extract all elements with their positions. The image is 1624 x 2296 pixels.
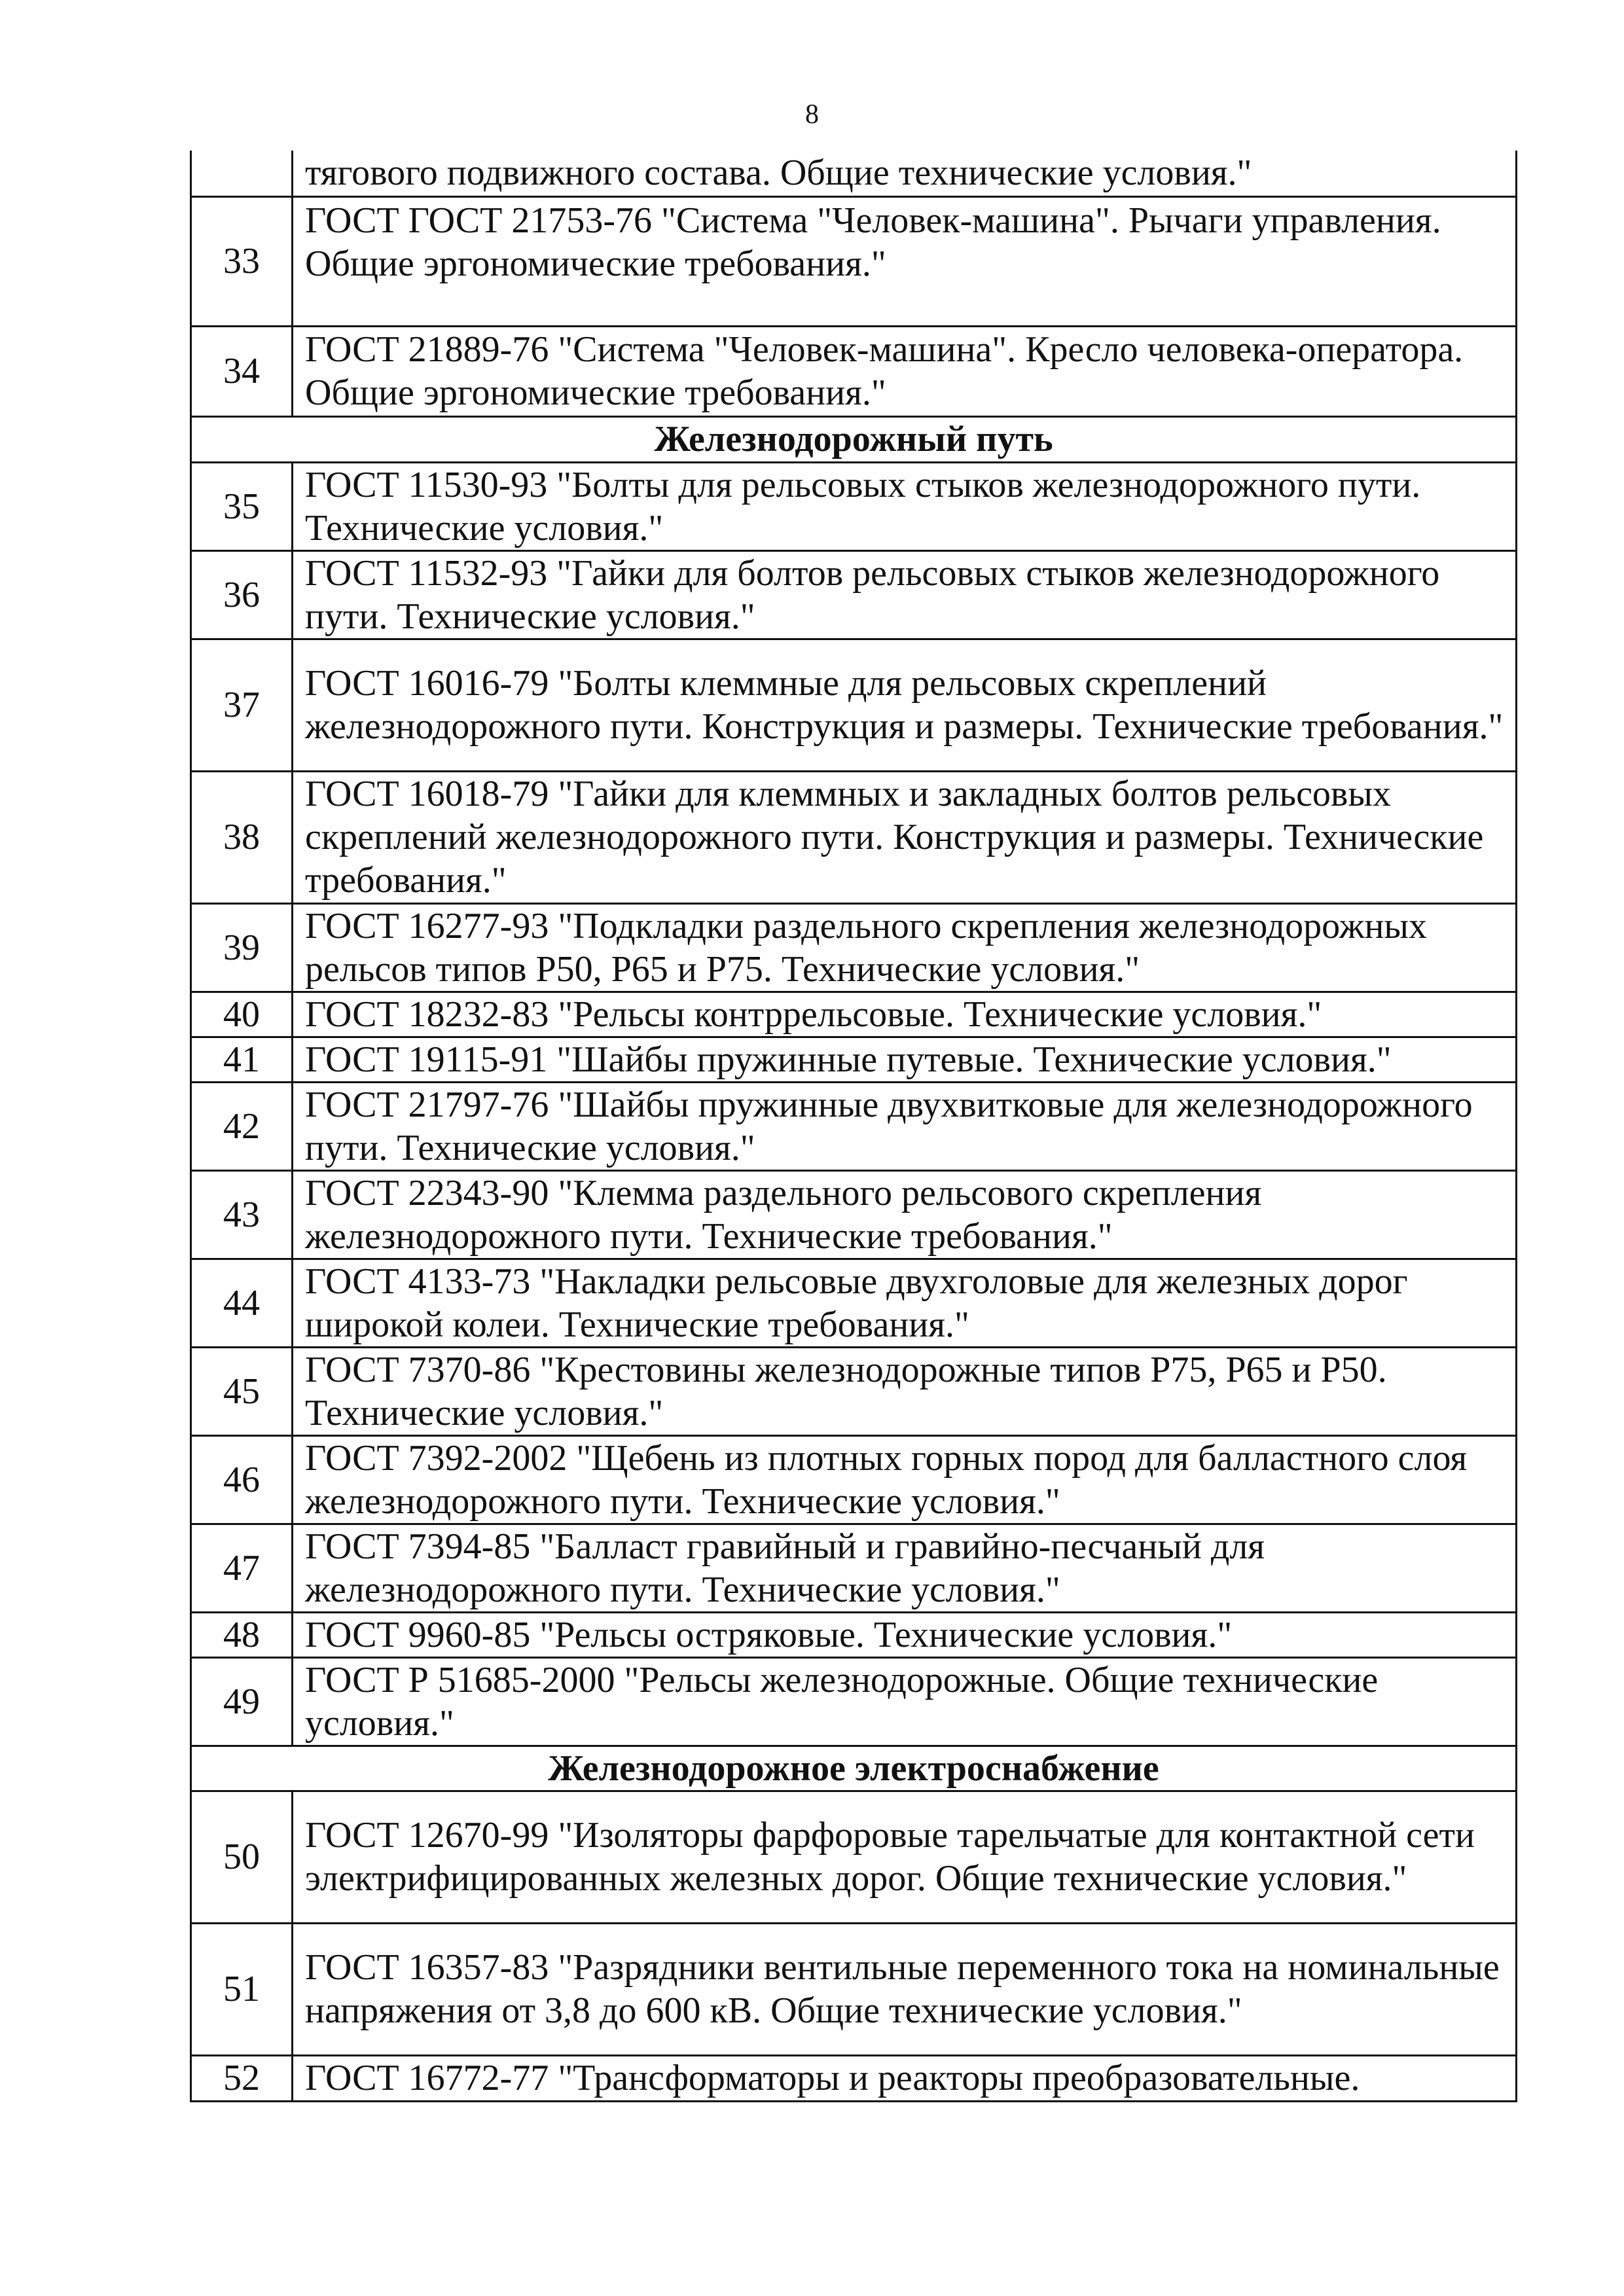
table-row	[191, 2055, 1517, 2101]
table-row	[191, 151, 1517, 196]
table-row	[191, 771, 1517, 903]
row-number: 47	[191, 1524, 293, 1612]
table-row	[191, 1435, 1517, 1524]
standard-description: ГОСТ 16018-79 "Гайки для клеммных и закладных болтов рельсовых скреплений железнодорожного пути. Конструкция и размеры. Технические требования."	[293, 771, 1517, 903]
table-row	[191, 639, 1517, 771]
section-header-row	[191, 416, 1517, 462]
standard-description: ГОСТ 19115-91 "Шайбы пружинные путевые. Технические условия."	[293, 1037, 1517, 1082]
section-title-railway-track: Железнодорожный путь	[191, 416, 1517, 462]
standard-description: ГОСТ 16016-79 "Болты клеммные для рельсовых скреплений железнодорожного пути. Конструкция и размеры. Технические требования."	[293, 639, 1517, 771]
row-number: 51	[191, 1923, 293, 2055]
standard-description: ГОСТ 7370-86 "Крестовины железнодорожные типов Р75, Р65 и Р50. Технические условия."	[293, 1347, 1517, 1435]
table-row	[191, 1923, 1517, 2055]
row-number: 45	[191, 1347, 293, 1435]
table-row	[191, 1657, 1517, 1746]
standard-description: ГОСТ 22343-90 "Клемма раздельного рельсового скрепления железнодорожного пути. Технические требования."	[293, 1170, 1517, 1259]
standard-description: ГОСТ 7394-85 "Балласт гравийный и гравийно-песчаный для железнодорожного пути. Технические условия."	[293, 1524, 1517, 1612]
row-number: 44	[191, 1259, 293, 1347]
row-number: 40	[191, 992, 293, 1037]
table-row	[191, 1259, 1517, 1347]
row-number: 39	[191, 903, 293, 992]
row-number: 42	[191, 1082, 293, 1170]
table-row	[191, 462, 1517, 550]
row-number: 37	[191, 639, 293, 771]
standard-description: ГОСТ ГОСТ 21753-76 "Система "Человек-машина". Рычаги управления. Общие эргономические требования."	[293, 196, 1517, 326]
row-number: 49	[191, 1657, 293, 1746]
section-title-power-supply: Железнодорожное электроснабжение	[191, 1746, 1517, 1791]
table-row	[191, 1037, 1517, 1082]
table-row	[191, 1524, 1517, 1612]
section-header-row	[191, 1746, 1517, 1791]
row-number: 52	[191, 2055, 293, 2101]
table-row	[191, 903, 1517, 992]
row-number: 41	[191, 1037, 293, 1082]
row-number	[191, 151, 293, 196]
standard-description: ГОСТ 12670-99 "Изоляторы фарфоровые тарельчатые для контактной сети электрифицированных железных дорог. Общие технические условия."	[293, 1791, 1517, 1923]
row-number: 50	[191, 1791, 293, 1923]
standard-description: ГОСТ 11532-93 "Гайки для болтов рельсовых стыков железнодорожного пути. Технические условия."	[293, 550, 1517, 639]
standard-description: ГОСТ 16772-77 "Трансформаторы и реакторы преобразовательные.	[293, 2055, 1517, 2101]
table-row	[191, 196, 1517, 326]
standard-description: ГОСТ 21889-76 "Система "Человек-машина". Кресло человека-оператора. Общие эргономические требования."	[293, 326, 1517, 416]
row-number: 43	[191, 1170, 293, 1259]
standard-description: тягового подвижного состава. Общие технические условия."	[293, 151, 1517, 196]
table-row	[191, 1612, 1517, 1657]
table-row	[191, 1170, 1517, 1259]
row-number: 38	[191, 771, 293, 903]
standard-description: ГОСТ 4133-73 "Накладки рельсовые двухголовые для железных дорог широкой колеи. Технические требования."	[293, 1259, 1517, 1347]
standard-description: ГОСТ 7392-2002 "Щебень из плотных горных пород для балластного слоя железнодорожного пути. Технические условия."	[293, 1435, 1517, 1524]
table-row	[191, 1791, 1517, 1923]
standard-description: ГОСТ Р 51685-2000 "Рельсы железнодорожные. Общие технические условия."	[293, 1657, 1517, 1746]
standard-description: ГОСТ 16357-83 "Разрядники вентильные переменного тока на номинальные напряжения от 3,8 до 600 кВ. Общие технические условия."	[293, 1923, 1517, 2055]
standard-description: ГОСТ 21797-76 "Шайбы пружинные двухвитковые для железнодорожного пути. Технические условия."	[293, 1082, 1517, 1170]
standard-description: ГОСТ 11530-93 "Болты для рельсовых стыков железнодорожного пути. Технические условия."	[293, 462, 1517, 550]
table-row	[191, 992, 1517, 1037]
table-row	[191, 550, 1517, 639]
page-number: 8	[805, 99, 819, 130]
row-number: 34	[191, 326, 293, 416]
table-row	[191, 326, 1517, 416]
gost-standards-table	[190, 151, 1517, 2102]
row-number: 46	[191, 1435, 293, 1524]
table-row	[191, 1082, 1517, 1170]
table-row	[191, 1347, 1517, 1435]
standard-description: ГОСТ 9960-85 "Рельсы остряковые. Технические условия."	[293, 1612, 1517, 1657]
standard-description: ГОСТ 18232-83 "Рельсы контррельсовые. Технические условия."	[293, 992, 1517, 1037]
standard-description: ГОСТ 16277-93 "Подкладки раздельного скрепления железнодорожных рельсов типов Р50, Р65 и Р75. Технические условия."	[293, 903, 1517, 992]
row-number: 36	[191, 550, 293, 639]
row-number: 48	[191, 1612, 293, 1657]
row-number: 33	[191, 196, 293, 326]
row-number: 35	[191, 462, 293, 550]
